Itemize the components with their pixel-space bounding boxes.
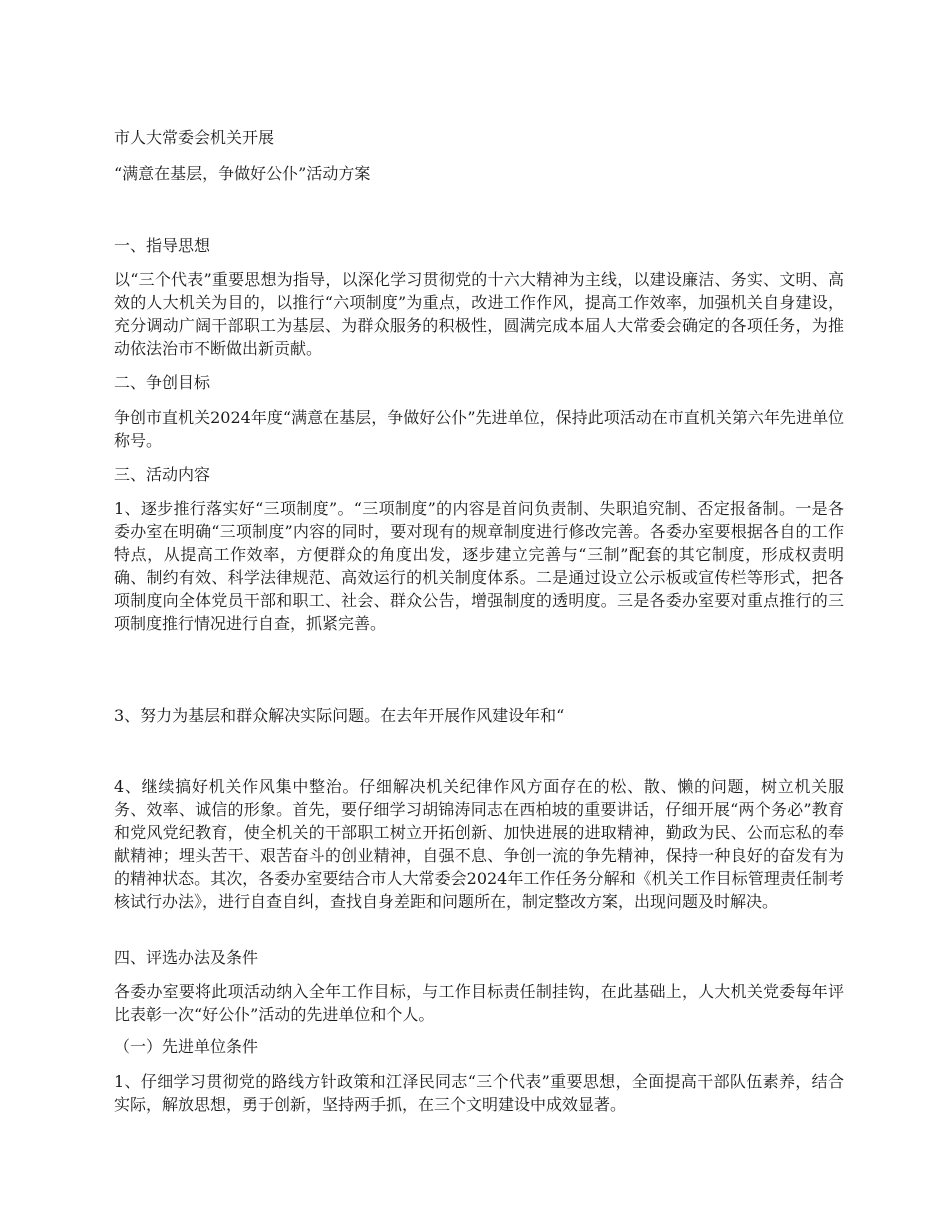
document-title-line1: 市人大常委会机关开展 (114, 128, 275, 147)
activity-item-1: 1、逐步推行落实好“三项制度”。“三项制度”的内容是首问负责制、失职追究制、否定报备制。一是各委办室在明确“三项制度”内容的同时，要对现有的规章制度进行修改完善。各委办室要根据各自的工作特点，从提高工作效率，方便群众的角度出发，逐步建立完善与“三制”配套的其它制度，形成权责明确、制约有效、科学法律规范、高效运行的机关制度体系。二是通过设立公示板或宣传栏等形式，把各项制度向全体党员干部和职工、社会、群众公告，增强制度的透明度。三是各委办室要对重点推行的三项制度推行情况进行自查，抓紧完善。 (114, 499, 844, 633)
section-heading-activities: 三、活动内容 (114, 465, 211, 484)
section-heading-guiding-ideology: 一、指导思想 (114, 236, 211, 255)
activity-item-3: 3、努力为基层和群众解决实际问题。在去年开展作风建设年和“ (114, 706, 565, 725)
section-heading-goals: 二、争创目标 (114, 373, 211, 392)
activity-item-4: 4、继续搞好机关作风集中整治。仔细解决机关纪律作风方面存在的松、散、懒的问题，树立机关服务、效率、诚信的形象。首先，要仔细学习胡锦涛同志在西柏坡的重要讲话，仔细开展“两个务必”教育和党风党纪教育，使全机关的干部职工树立开拓创新、加快进展的进取精神，勤政为民、公而忘私的奉献精神；埋头苦干、艰苦奋斗的创业精神，自强不息、争创一流的争先精神，保持一种良好的奋发有为的精神状态。其次，各委办室要结合市人大常委会2024年工作任务分解和《机关工作目标管理责任制考核试行办法》，进行自查自纠，查找自身差距和问题所在，制定整改方案，出现问题及时解决。 (114, 777, 844, 911)
section-body-goals: 争创市直机关2024年度“满意在基层，争做好公仆”先进单位，保持此项活动在市直机关第六年先进单位称号。 (114, 408, 844, 450)
section-heading-evaluation: 四、评选办法及条件 (114, 948, 259, 967)
subsection-heading-advanced-unit: （一）先进单位条件 (114, 1037, 259, 1056)
section-body-guiding-ideology: 以“三个代表”重要思想为指导，以深化学习贯彻党的十六大精神为主线，以建设廉洁、务实、文明、高效的人大机关为目的，以推行“六项制度”为重点，改进工作作风，提高工作效率，加强机关自身建设，充分调动广阔干部职工为基层、为群众服务的积极性，圆满完成本届人大常委会确定的各项任务，为推动依法治市不断做出新贡献。 (114, 270, 844, 358)
advanced-unit-item-1: 1、仔细学习贯彻党的路线方针政策和江泽民同志“三个代表”重要思想，全面提高干部队伍素养，结合实际，解放思想，勇于创新，坚持两手抓，在三个文明建设中成效显著。 (114, 1072, 844, 1114)
document-title-line2: “满意在基层，争做好公仆”活动方案 (114, 164, 371, 183)
section-body-evaluation: 各委办室要将此项活动纳入全年工作目标，与工作目标责任制挂钩，在此基础上，人大机关党委每年评比表彰一次“好公仆”活动的先进单位和个人。 (114, 982, 844, 1024)
